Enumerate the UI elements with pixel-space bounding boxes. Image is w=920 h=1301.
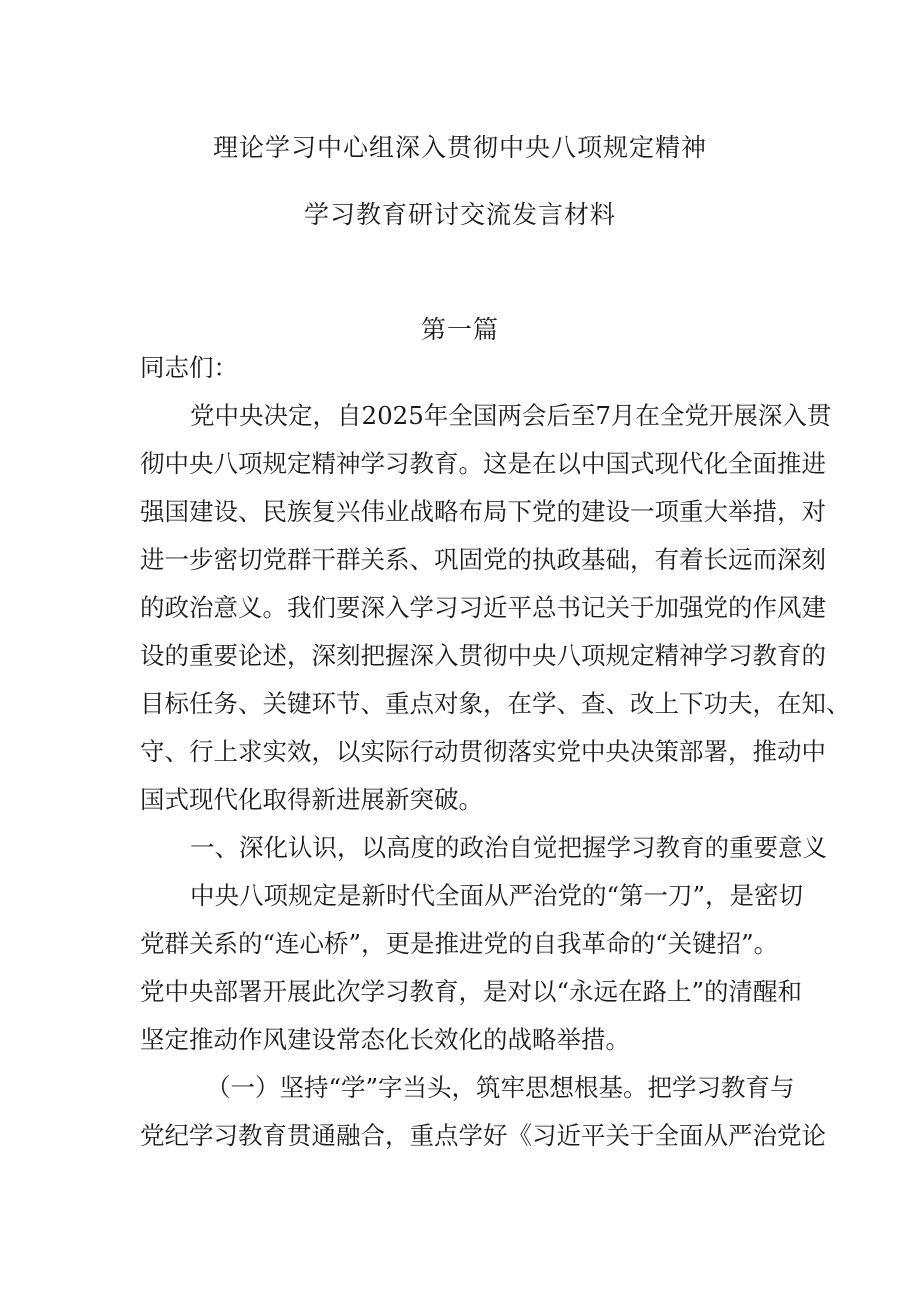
chapter-heading: 第一篇 — [420, 315, 499, 344]
paragraph-line: 中央八项规定是新时代全面从严治党的“第一刀”，是密切 — [190, 881, 804, 910]
paragraph-line: 国式现代化取得新进展新突破。 — [140, 785, 483, 814]
document-title-line2: 学习教育研讨交流发言材料 — [303, 200, 616, 229]
section-heading: 一、深化认识，以高度的政治自觉把握学习教育的重要意义 — [190, 833, 827, 862]
paragraph-line: 守、行上求实效，以实际行动贯彻落实党中央决策部署，推动中 — [140, 737, 826, 766]
paragraph-line: 坚定推动作风建设常态化长效化的战略举措。 — [140, 1025, 630, 1054]
paragraph-line: 目标任务、关键环节、重点对象，在学、查、改上下功夫，在知、 — [140, 689, 851, 718]
paragraph-line: 党中央部署开展此次学习教育，是对以“永远在路上”的清醒和 — [140, 977, 803, 1006]
paragraph-line: 彻中央八项规定精神学习教育。这是在以中国式现代化全面推进 — [140, 449, 826, 478]
paragraph-line: 设的重要论述，深刻把握深入贯彻中央八项规定精神学习教育的 — [140, 641, 826, 670]
paragraph-line: 进一步密切党群干群关系、巩固党的执政基础，有着长远而深刻 — [140, 545, 826, 574]
paragraph-line: 的政治意义。我们要深入学习习近平总书记关于加强党的作风建 — [140, 593, 826, 622]
subsection-heading: （一）坚持“学”字当头，筑牢思想根基。把学习教育与 — [206, 1073, 795, 1102]
paragraph-line: 党群关系的“连心桥”，更是推进党的自我革命的“关键招”。 — [140, 929, 779, 958]
paragraph-line: 强国建设、民族复兴伟业战略布局下党的建设一项重大举措，对 — [140, 497, 826, 526]
paragraph-line: 党纪学习教育贯通融合，重点学好《习近平关于全面从严治党论 — [140, 1121, 826, 1150]
paragraph-line: 党中央决定，自2025年全国两会后至7月在全党开展深入贯 — [190, 401, 832, 430]
document-title-line1: 理论学习中心组深入贯彻中央八项规定精神 — [212, 133, 707, 162]
salutation: 同志们： — [140, 353, 238, 382]
